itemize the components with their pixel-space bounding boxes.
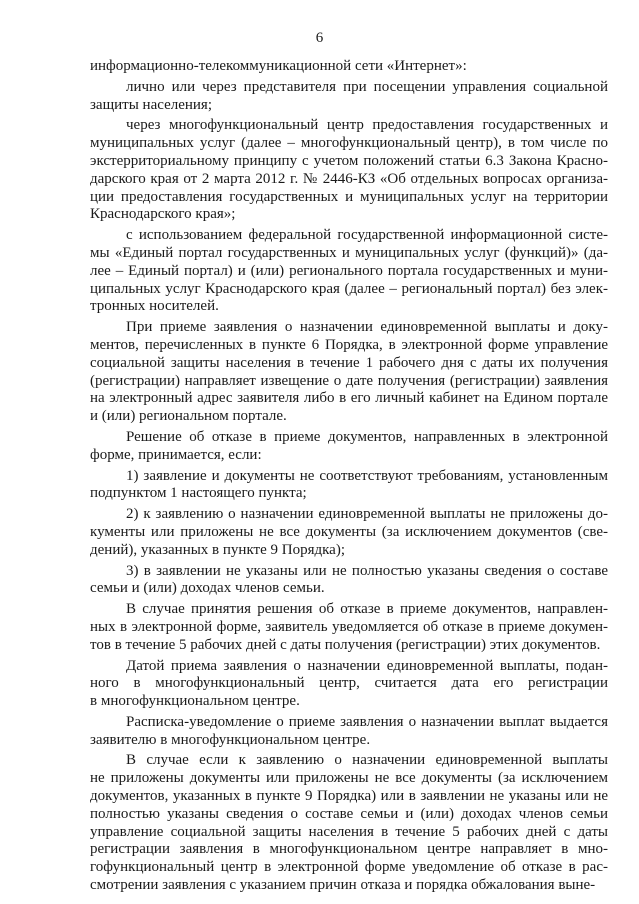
text-line: 2) к заявлению о назначении единовременной выплаты не приложены до- <box>126 506 608 523</box>
page-number: 6 <box>315 30 324 46</box>
text-line: ципальных услуг Краснодарского края (далее – региональный портал) без элек- <box>90 280 608 297</box>
text-line: гофункциональный центр в электронной форме уведомление об отказе в рас- <box>90 859 608 876</box>
paragraph <box>90 601 608 654</box>
paragraph <box>90 58 608 76</box>
paragraph <box>90 79 608 115</box>
text-line: В случае если к заявлению о назначении единовременной выплаты <box>126 752 608 769</box>
text-line: В случае принятия решения об отказе в приеме документов, направлен- <box>126 601 608 618</box>
text-line: с использованием федеральной государственной информационной систе- <box>126 227 608 244</box>
text-line: (регистрации) направляет извещение о дате получения (регистрации) заявления <box>90 372 608 389</box>
text-line: подпунктом 1 настоящего пункта; <box>90 485 307 502</box>
text-line: в многофункциональном центре. <box>90 693 300 710</box>
text-line: ных в электронной форме, заявитель уведомляется об отказе в приеме докумен- <box>90 618 608 635</box>
text-line: ного в многофункциональный центр, считается дата его регистрации <box>90 675 608 692</box>
text-line: полностью указаны сведения о составе семьи и (или) доходах членов семьи <box>90 805 608 822</box>
text-line: управление социальной защиты населения в течение 5 рабочих дней с даты <box>90 823 608 840</box>
text-line: и (или) региональном портале. <box>90 408 287 425</box>
paragraph <box>90 429 608 465</box>
text-line: лее – Единый портал) и (или) регионального портала государственных и муни- <box>90 262 608 279</box>
text-line: ции предоставления государственных и муниципальных услуг на территории <box>90 188 608 205</box>
paragraph <box>90 714 608 750</box>
text-line: не приложены документы или приложены не все документы (за исключением <box>90 770 608 787</box>
text-line: тронных носителей. <box>90 298 219 315</box>
text-line: документов, указанных в пункте 9 Порядка) или в заявлении не указаны или не <box>90 788 608 805</box>
text-line: Датой приема заявления о назначении единовременной выплаты, подан- <box>126 657 608 674</box>
text-line: форме, принимается, если: <box>90 446 262 463</box>
paragraph <box>90 563 608 599</box>
paragraph <box>90 506 608 559</box>
text-line: Решение об отказе в приеме документов, направленных в электронной <box>126 428 608 445</box>
text-line: тов в течение 5 рабочих дней с даты получения (регистрации) этих документов. <box>90 636 601 653</box>
text-line: социальной защиты населения в течение 1 рабочего дня с даты их получения <box>90 354 608 371</box>
paragraph <box>90 752 608 894</box>
paragraph <box>90 468 608 504</box>
paragraph <box>90 117 608 224</box>
text-line: семьи и (или) доходах членов семьи. <box>90 580 325 597</box>
text-line: защиты населения; <box>90 96 212 113</box>
text-line: мы «Единый портал государственных и муниципальных услуг (функций)» (да- <box>90 244 608 261</box>
text-line: 1) заявление и документы не соответствуют требованиям, установленным <box>126 467 608 484</box>
text-line: смотрении заявления с указанием причин отказа и порядка обжалования выне- <box>90 877 596 894</box>
paragraph <box>90 658 608 711</box>
text-line: дений), указанных в пункте 9 Порядка); <box>90 541 345 558</box>
text-line: регистрации заявления в многофункциональном центре направляет в мно- <box>90 841 608 858</box>
text-line: на электронный адрес заявителя либо в его личный кабинет на Едином портале <box>90 390 608 407</box>
text-line: дарского края от 2 марта 2012 г. № 2446-КЗ «Об отдельных вопросах организа- <box>90 170 608 187</box>
text-line: экстерриториальному принципу с учетом положений статьи 6.3 Закона Красно- <box>90 152 608 169</box>
document-body <box>90 58 608 895</box>
text-line: 3) в заявлении не указаны или не полностью указаны сведения о составе <box>126 562 608 579</box>
text-line: Расписка-уведомление о приеме заявления о назначении выплат выдается <box>126 713 608 730</box>
text-line: муниципальных услуг (далее – многофункциональный центр), в том числе по <box>90 135 608 152</box>
paragraph <box>90 227 608 316</box>
text-line: ментов, перечисленных в пункте 6 Порядка, в электронной форме управление <box>90 336 608 353</box>
text-line: кументы или приложены не все документы (за исключением документов (све- <box>90 523 608 540</box>
paragraph <box>90 319 608 426</box>
text-line: через многофункциональный центр предоставления государственных и <box>126 117 608 134</box>
text-line: При приеме заявления о назначении единовременной выплаты и доку- <box>126 319 608 336</box>
text-line: заявителю в многофункциональном центре. <box>90 731 371 748</box>
text-line: информационно-телекоммуникационной сети «Интернет»: <box>90 58 467 74</box>
text-line: лично или через представителя при посещении управления социальной <box>126 78 608 95</box>
text-line: Краснодарского края»; <box>90 206 236 223</box>
